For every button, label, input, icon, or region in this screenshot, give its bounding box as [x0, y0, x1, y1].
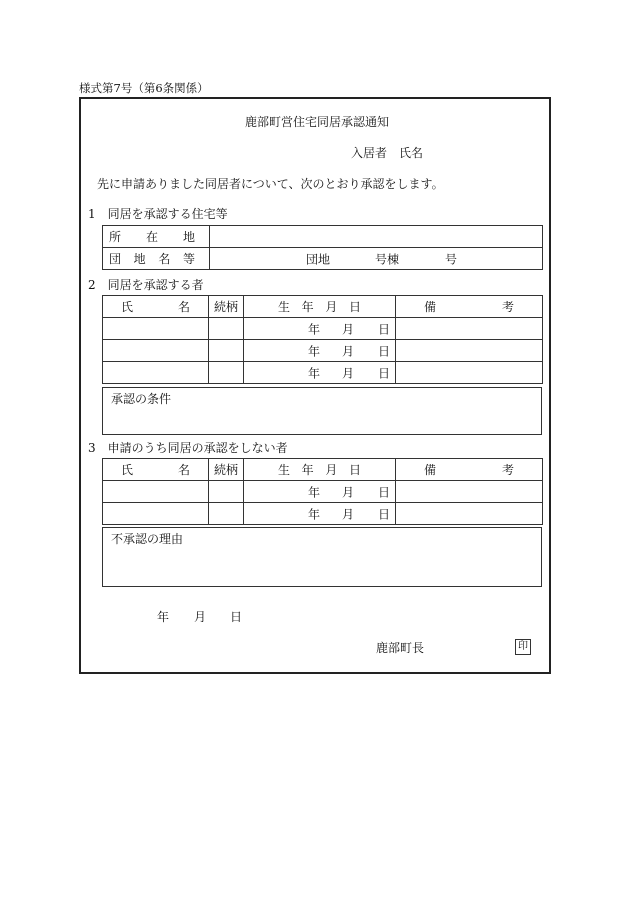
address-value[interactable]: [210, 226, 543, 248]
unit-suffix: 号: [445, 252, 458, 266]
label-char: 名: [158, 252, 171, 266]
birthdate-cell[interactable]: [244, 362, 396, 384]
table-row: [103, 226, 543, 248]
table-header-row: [103, 459, 543, 481]
year-suffix: 年: [308, 507, 321, 521]
header-char: 月: [325, 463, 338, 477]
month-suffix: 月: [342, 366, 355, 380]
remarks-cell[interactable]: [396, 481, 543, 503]
table-row: [103, 340, 543, 362]
section3-heading: 3 申請のうち同居の承認をしない者: [88, 441, 288, 455]
label-char: 地: [133, 252, 146, 266]
issue-day-suffix: 日: [230, 610, 243, 624]
header-char: 考: [501, 463, 514, 477]
month-suffix: 月: [342, 507, 355, 521]
birthdate-cell[interactable]: [244, 481, 396, 503]
relation-cell[interactable]: [209, 503, 244, 525]
seal-icon: 印: [515, 639, 531, 655]
name-cell[interactable]: [103, 481, 209, 503]
remarks-cell[interactable]: [396, 340, 543, 362]
housing-table: [102, 225, 543, 270]
remarks-cell[interactable]: [396, 318, 543, 340]
building-suffix: 号棟: [375, 252, 400, 266]
birthdate-cell[interactable]: [244, 318, 396, 340]
remarks-cell[interactable]: [396, 362, 543, 384]
day-suffix: 日: [378, 485, 391, 499]
table-header-row: [103, 296, 543, 318]
name-cell[interactable]: [103, 340, 209, 362]
name-cell[interactable]: [103, 503, 209, 525]
table-row: [103, 248, 543, 270]
issuer-name: 鹿部町長: [376, 641, 425, 655]
day-suffix: 日: [378, 344, 391, 358]
name-cell[interactable]: [103, 318, 209, 340]
issue-year-suffix: 年: [157, 610, 170, 624]
intro-text: 先に申請ありました同居者について、次のとおり承認をします。: [97, 177, 444, 191]
month-suffix: 月: [342, 485, 355, 499]
column-header-relation: 続柄: [209, 459, 244, 481]
relation-cell[interactable]: [209, 340, 244, 362]
month-suffix: 月: [342, 344, 355, 358]
month-suffix: 月: [342, 322, 355, 336]
header-char: 名: [177, 300, 190, 314]
section2-heading: 2 同居を承認する者: [88, 278, 204, 292]
table-row: [103, 362, 543, 384]
approved-persons-table: [102, 295, 543, 384]
birthdate-cell[interactable]: [244, 340, 396, 362]
relation-cell[interactable]: [209, 362, 244, 384]
relation-cell[interactable]: [209, 318, 244, 340]
complex-name-value[interactable]: [210, 248, 543, 270]
form-number: 様式第7号（第6条関係）: [79, 81, 209, 95]
document-title: 鹿部町営住宅同居承認通知: [245, 115, 390, 129]
approval-conditions-label: 承認の条件: [111, 392, 172, 406]
day-suffix: 日: [378, 507, 391, 521]
header-char: 生: [278, 300, 291, 314]
day-suffix: 日: [378, 366, 391, 380]
notice-frame: [79, 97, 551, 674]
header-char: 生: [278, 463, 291, 477]
section1-heading: 1 同居を承認する住宅等: [88, 207, 228, 221]
label-char: 地: [182, 230, 195, 244]
header-char: 日: [348, 300, 361, 314]
header-char: 氏: [121, 300, 134, 314]
name-cell[interactable]: [103, 362, 209, 384]
header-char: 氏: [121, 463, 134, 477]
rejection-reason-box[interactable]: [102, 527, 542, 587]
complex-suffix: 団地: [306, 252, 331, 266]
recipient-name-label: 入居者 氏名: [351, 146, 424, 160]
column-header-relation: 続柄: [209, 296, 244, 318]
header-char: 考: [501, 300, 514, 314]
day-suffix: 日: [378, 322, 391, 336]
label-char: 所: [109, 230, 122, 244]
remarks-cell[interactable]: [396, 503, 543, 525]
header-char: 備: [424, 300, 437, 314]
relation-cell[interactable]: [209, 481, 244, 503]
rejected-persons-table: [102, 458, 543, 525]
year-suffix: 年: [308, 366, 321, 380]
year-suffix: 年: [308, 485, 321, 499]
header-char: 備: [424, 463, 437, 477]
table-row: [103, 318, 543, 340]
header-char: 名: [177, 463, 190, 477]
label-char: 在: [145, 230, 158, 244]
table-row: [103, 503, 543, 525]
approval-conditions-box[interactable]: [102, 387, 542, 435]
header-char: 年: [301, 463, 314, 477]
header-char: 日: [348, 463, 361, 477]
rejection-reason-label: 不承認の理由: [111, 532, 184, 546]
year-suffix: 年: [308, 322, 321, 336]
year-suffix: 年: [308, 344, 321, 358]
header-char: 月: [325, 300, 338, 314]
label-char: 等: [182, 252, 195, 266]
birthdate-cell[interactable]: [244, 503, 396, 525]
issue-month-suffix: 月: [194, 610, 207, 624]
table-row: [103, 481, 543, 503]
header-char: 年: [301, 300, 314, 314]
label-char: 団: [109, 252, 122, 266]
